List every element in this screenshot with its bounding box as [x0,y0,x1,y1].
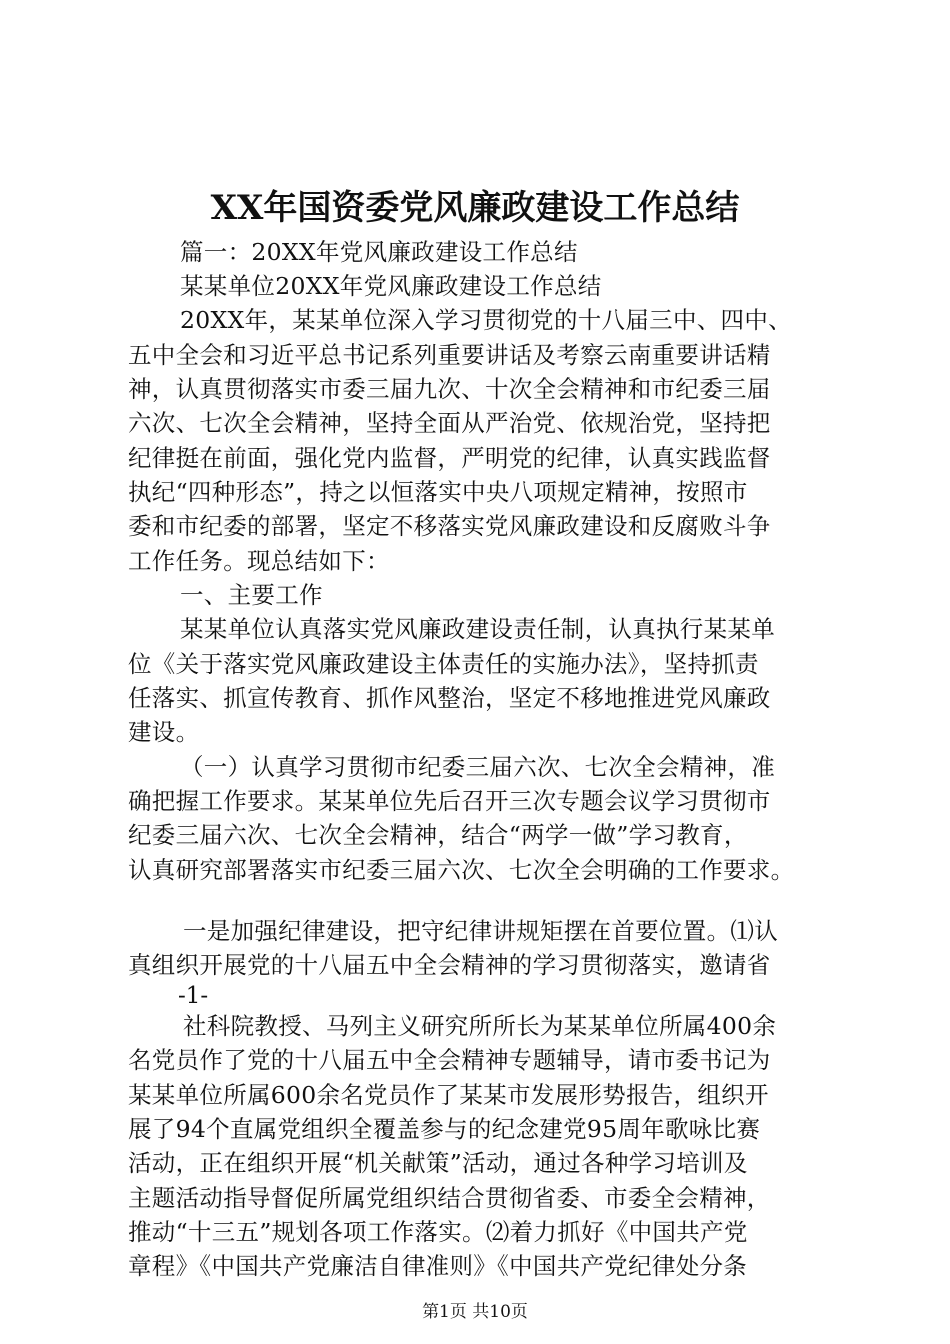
text-line: 真组织开展党的十八届五中全会精神的学习贯彻落实，邀请省 [128,951,771,979]
text-line: 五中全会和习近平总书记系列重要讲话及考察云南重要讲话精 [128,341,771,369]
text-line: 位《关于落实党风廉政建设主体责任的实施办法》，坚持抓责 [128,650,759,678]
text-line: 纪委三届六次、七次全会精神，结合“两学一做”学习教育， [128,821,748,849]
section-heading: 一、主要工作 [180,581,323,609]
text-line: 纪律挺在前面，强化党内监督，严明党的纪律，认真实践监督 [128,444,771,472]
text-line: 执纪“四种形态”，持之以恒落实中央八项规定精神，按照市 [128,478,748,506]
text-line: 篇一：20XX年党风廉政建设工作总结 [180,238,578,266]
page-footer: 第1页 共10页 [422,1302,528,1322]
text-line: 一是加强纪律建设，把守纪律讲规矩摆在首要位置。⑴认 [183,917,778,945]
text-line: 神，认真贯彻落实市委三届九次、十次全会精神和市纪委三届 [128,375,771,403]
text-line: 章程》《中国共产党廉洁自律准则》《中国共产党纪律处分条 [128,1252,748,1280]
text-line: 任落实、抓宣传教育、抓作风整治，坚定不移地推进党风廉政 [128,684,771,712]
text-line: 展了94个直属党组织全覆盖参与的纪念建党95周年歌咏比赛 [128,1115,761,1143]
text-line: 活动，正在组织开展“机关献策”活动，通过各种学习培训及 [128,1149,748,1177]
text-line: （一）认真学习贯彻市纪委三届六次、七次全会精神，准 [180,753,775,781]
text-line: 认真研究部署落实市纪委三届六次、七次全会明确的工作要求。 [128,856,795,884]
text-line: 建设。 [128,718,200,746]
text-line: 社科院教授、马列主义研究所所长为某某单位所属400余 [183,1012,777,1040]
document-title: XX年国资委党风廉政建设工作总结 [210,188,740,228]
text-line: 推动“十三五”规划各项工作落实。⑵着力抓好《中国共产党 [128,1218,748,1246]
text-line: 某某单位所属600余名党员作了某某市发展形势报告，组织开 [128,1081,769,1109]
text-line: 20XX年，某某单位深入学习贯彻党的十八届三中、四中、 [180,306,792,334]
text-line: 某某单位20XX年党风廉政建设工作总结 [180,272,602,300]
text-line: 委和市纪委的部署，坚定不移落实党风廉政建设和反腐败斗争 [128,512,771,540]
text-line: 确把握工作要求。某某单位先后召开三次专题会议学习贯彻市 [128,787,771,815]
page-marker: -1- [178,983,209,1009]
text-line: 名党员作了党的十八届五中全会精神专题辅导，请市委书记为 [128,1046,771,1074]
text-line: 六次、七次全会精神，坚持全面从严治党、依规治党，坚持把 [128,409,771,437]
text-line: 某某单位认真落实党风廉政建设责任制，认真执行某某单 [180,615,775,643]
text-line: 工作任务。现总结如下： [128,547,390,575]
text-line: 主题活动指导督促所属党组织结合贯彻省委、市委全会精神， [128,1184,771,1212]
